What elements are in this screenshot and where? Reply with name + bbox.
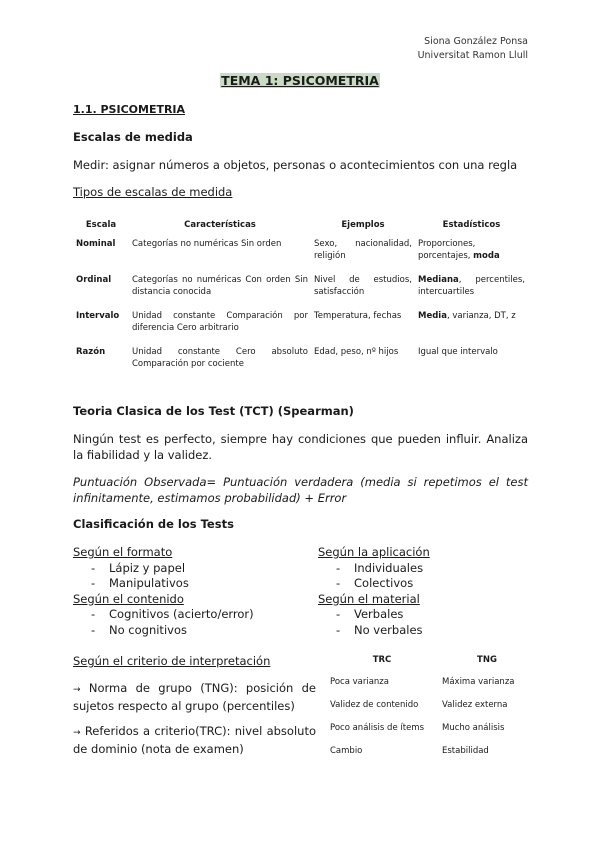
contenido-title: Según el contenido	[73, 591, 184, 606]
est-bold: Media	[418, 311, 447, 321]
list-item-text: Lápiz y papel	[109, 560, 186, 575]
est-bold: Mediana	[418, 275, 459, 285]
tct-formula: Puntuación Observada= Puntuación verdadera (media si repetimos el test infinitamente, estimamos probabilidad) + Error	[73, 475, 528, 505]
aplicacion-column	[318, 545, 528, 638]
trc-text: Referidos a criterio(TRC): nivel absoluto de dominio (nota de examen)	[73, 724, 316, 756]
table-row	[73, 344, 528, 380]
est-plain: Igual que intervalo	[418, 347, 498, 357]
list-item-text: Manipulativos	[109, 576, 189, 590]
header-escala: Escala	[85, 220, 117, 230]
cell-trc: Poco análisis de ítems	[330, 722, 425, 733]
cell-estadisticos	[415, 344, 528, 380]
cell-trc: Validez de contenido	[330, 699, 419, 710]
arrow-icon: →	[73, 728, 81, 738]
cell-ejemplos: Temperatura, fechas	[314, 311, 402, 321]
est-plain: Proporciones, porcentajes,	[418, 239, 476, 261]
formato-column	[73, 545, 303, 638]
cell-caracteristicas: Categorías no numéricas Con orden Sin distancia conocida	[132, 275, 308, 297]
cell-escala: Intervalo	[76, 311, 120, 321]
subheading-escalas: Escalas de medida	[73, 130, 193, 144]
list-item: - Cognitivos (acierto/error)	[91, 607, 254, 621]
cell-tng: Mucho análisis	[442, 722, 505, 733]
table-row	[326, 670, 536, 693]
list-item: - Manipulativos	[91, 576, 189, 590]
est-rest: , percentiles, intercuartiles	[418, 275, 525, 297]
list-item-text: Cognitivos (acierto/error)	[109, 607, 254, 621]
table-row	[73, 236, 528, 272]
est-rest: , varianza, DT, z	[446, 311, 516, 321]
tct-heading: Teoria Clasica de los Test (TCT) (Spearman)	[73, 404, 354, 418]
cell-estadisticos	[415, 308, 528, 344]
section-heading: 1.1. PSICOMETRIA	[73, 103, 186, 116]
list-item-text: Verbales	[354, 607, 404, 621]
cell-estadisticos	[415, 236, 528, 272]
table-header-row	[326, 650, 536, 670]
header-ejemplos: Ejemplos	[341, 220, 385, 230]
table-row	[326, 693, 536, 716]
scales-table	[73, 214, 528, 380]
table-header-row	[73, 214, 528, 236]
header-estadisticos: Estadísticos	[442, 220, 501, 230]
criterio-title: Según el criterio de interpretación	[73, 654, 271, 668]
table-row	[73, 272, 528, 308]
tng-text: Norma de grupo (TNG): posición de sujetos respecto al grupo (percentiles)	[73, 681, 316, 713]
list-item: - Colectivos	[336, 576, 414, 590]
est-bold: moda	[473, 251, 500, 261]
author-name: Siona González Ponsa	[424, 36, 528, 47]
page-title	[0, 73, 600, 88]
arrow-icon: →	[73, 685, 81, 695]
table-title: Tipos de escalas de medida	[73, 185, 233, 199]
clasificacion-heading: Clasificación de los Tests	[73, 517, 234, 531]
page-title-text: TEMA 1: PSICOMETRIA	[221, 73, 379, 88]
list-item-text: Individuales	[354, 560, 424, 575]
cell-estadisticos	[415, 272, 528, 308]
cell-tng: Máxima varianza	[442, 676, 515, 687]
tct-text: Ningún test es perfecto, siempre hay condiciones que pueden influir. Analiza la fiabilidad y la validez.	[73, 432, 528, 462]
cell-ejemplos: Nivel de estudios, satisfacción	[314, 275, 412, 297]
list-item: - Lápiz y papel	[91, 560, 186, 575]
list-item: - Verbales	[336, 607, 404, 621]
cell-escala: Nominal	[76, 239, 116, 249]
table-row	[326, 716, 536, 739]
trc-tng-table	[326, 650, 536, 762]
cell-caracteristicas: Unidad constante Comparación por diferencia Cero arbitrario	[132, 311, 308, 333]
cell-trc: Poca varianza	[330, 676, 389, 687]
tng-description	[73, 680, 316, 714]
header-tng: TNG	[477, 655, 497, 665]
definition-text: Medir: asignar números a objetos, personas o acontecimientos con una regla	[73, 158, 518, 172]
header-trc: TRC	[372, 655, 392, 665]
cell-caracteristicas: Categorías no numéricas Sin orden	[132, 239, 282, 249]
formato-title: Según el formato	[73, 545, 173, 559]
list-item-text: Colectivos	[354, 576, 414, 590]
cell-trc: Cambio	[330, 745, 363, 756]
cell-tng: Estabilidad	[442, 745, 489, 756]
list-item-text: No verbales	[354, 622, 423, 637]
cell-ejemplos: Edad, peso, nº hijos	[314, 347, 399, 357]
header-caracteristicas: Características	[184, 220, 256, 230]
cell-escala: Razón	[76, 347, 106, 357]
cell-tng: Validez externa	[442, 699, 508, 710]
cell-escala: Ordinal	[76, 275, 112, 285]
table-row	[326, 739, 536, 762]
cell-caracteristicas: Unidad constante Cero absoluto Comparación por cociente	[132, 347, 308, 369]
cell-ejemplos: Sexo, nacionalidad, religión	[314, 239, 412, 261]
material-title: Según el material	[318, 591, 420, 606]
institution-name: Universitat Ramon Llull	[417, 50, 528, 61]
aplicacion-title: Según la aplicación	[318, 545, 430, 559]
list-item: - No verbales	[336, 622, 423, 637]
list-item-text: No cognitivos	[109, 622, 187, 637]
table-row	[73, 308, 528, 344]
list-item: - No cognitivos	[91, 622, 187, 637]
trc-description	[73, 723, 316, 757]
list-item: - Individuales	[336, 560, 424, 575]
